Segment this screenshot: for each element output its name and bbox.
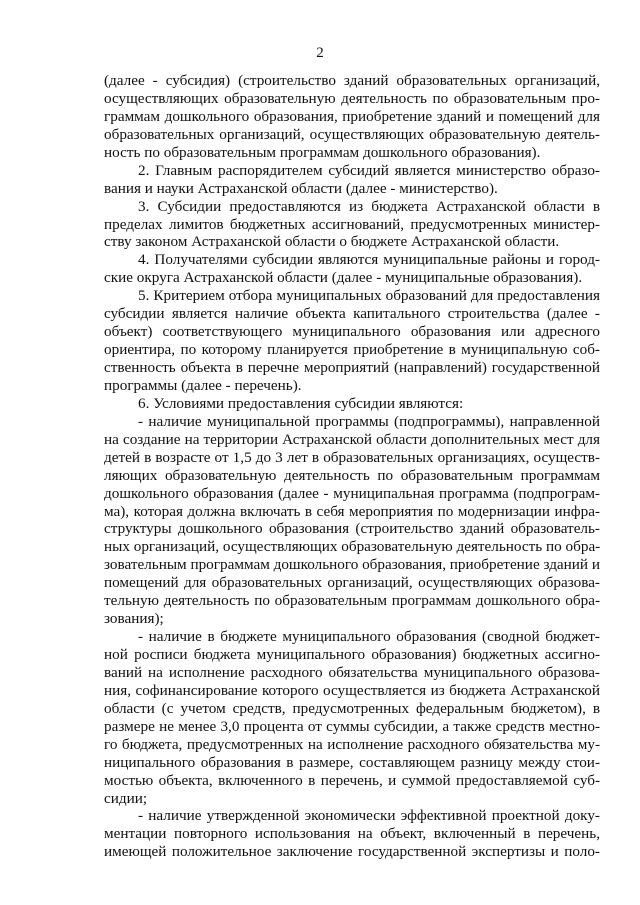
text-line: имеющей положительное заключение государственной экспертизы и поло-	[104, 843, 600, 861]
text-line: образовательных организаций, осуществляющих образовательную деятель-	[104, 125, 600, 143]
text-line: тельную деятельность по образовательным программам дошкольного обра-	[104, 592, 600, 610]
text-line: 4. Получателями субсидии являются муниципальные районы и город-	[138, 251, 600, 269]
text-line: 2. Главным распорядителем субсидий является министерство образо-	[138, 161, 600, 179]
text-line: граммам дошкольного образования, приобретение зданий и помещений для	[104, 107, 600, 125]
text-line: мостью объекта, включенного в перечень, и суммой предоставляемой суб-	[104, 771, 600, 789]
text-line: ния, софинансирование которого осуществляется из бюджета Астраханской	[104, 681, 600, 699]
text-line: зования);	[104, 610, 164, 628]
text-line: ность по образовательным программам дошкольного образования).	[104, 143, 541, 161]
text-line: размере не менее 3,0 процента от суммы субсидии, а также средств местно-	[104, 717, 600, 735]
text-line: программы (далее - перечень).	[104, 376, 302, 394]
paragraph-p6c	[104, 807, 600, 861]
text-line: ментации повторного использования на объект, включенный в перечень,	[104, 825, 600, 843]
text-line: - наличие в бюджете муниципального образования (сводной бюджет-	[138, 628, 600, 646]
paragraph-p2	[104, 162, 600, 198]
paragraph-p6	[104, 395, 600, 413]
text-line: ма), которая должна включать в себя мероприятия по модернизации инфра-	[104, 502, 600, 520]
text-line: ниципального образования в размере, составляющем разницу между стои-	[104, 753, 600, 771]
text-line: ляющих образовательную деятельность по образовательным программам	[104, 466, 600, 484]
text-line: зовательным программам дошкольного образования, приобретение зданий и	[104, 556, 600, 574]
text-line: ственность объекта в перечне мероприятий (направлений) государственной	[104, 359, 600, 376]
text-line: сидии;	[104, 789, 148, 807]
paragraph-p4	[104, 251, 600, 287]
text-line: помещений для образовательных организаций, осуществляющих образова-	[104, 574, 600, 592]
text-line: ваний на исполнение расходного обязательства муниципального образова-	[104, 663, 600, 681]
text-line: пределах лимитов бюджетных ассигнований, предусмотренных министер-	[104, 215, 600, 233]
text-line: 6. Условиями предоставления субсидии являются:	[138, 394, 464, 412]
paragraph-p6b	[104, 628, 600, 807]
text-line: (далее - субсидия) (строительство зданий образовательных организаций,	[104, 72, 600, 89]
text-line: на создание на территории Астраханской области дополнительных мест для	[104, 430, 600, 448]
text-line: вания и науки Астраханской области (далее - министерство).	[104, 179, 498, 197]
paragraph-p5	[104, 287, 600, 395]
text-line: го бюджета, предусмотренных на исполнение расходного обязательства му-	[104, 735, 600, 753]
text-line: осуществляющих образовательную деятельность по образовательным про-	[104, 89, 600, 107]
text-line: детей в возрасте от 1,5 до 3 лет в образовательных организациях, осуществ-	[104, 448, 600, 466]
text-line: дошкольного образования (далее - муниципальная программа (подпрограм-	[104, 484, 600, 502]
text-line: ству законом Астраханской области о бюджете Астраханской области.	[104, 233, 560, 251]
text-line: - наличие муниципальной программы (подпрограммы), направленной	[138, 412, 600, 430]
text-line: структуры дошкольного образования (строительство зданий образователь-	[104, 520, 600, 538]
text-line: субсидии является наличие объекта капитального строительства (далее -	[104, 305, 600, 323]
text-line: ские округа Астраханской области (далее - муниципальные образования).	[104, 269, 583, 287]
text-line: объект) соответствующего муниципального образования или адресного	[104, 323, 600, 341]
text-line: ных организаций, осуществляющих образовательную деятельность по обра-	[104, 538, 601, 556]
text-line: - наличие утвержденной экономически эффективной проектной доку-	[138, 807, 600, 825]
text-line: 5. Критерием отбора муниципальных образований для предоставления	[138, 287, 600, 305]
document-body	[104, 72, 600, 861]
text-line: области (с учетом средств, предусмотренных федеральным бюджетом), в	[104, 699, 600, 717]
text-line: ной росписи бюджета муниципального образования) бюджетных ассигно-	[104, 646, 600, 663]
page-number: 2	[316, 45, 324, 61]
paragraph-p3	[104, 198, 600, 252]
paragraph-p6a	[104, 413, 600, 628]
text-line: ориентира, по которому планируется приобретение в муниципальную соб-	[104, 341, 600, 359]
paragraph-p-cont	[104, 72, 600, 162]
text-line: 3. Субсидии предоставляются из бюджета Астраханской области в	[138, 197, 600, 215]
